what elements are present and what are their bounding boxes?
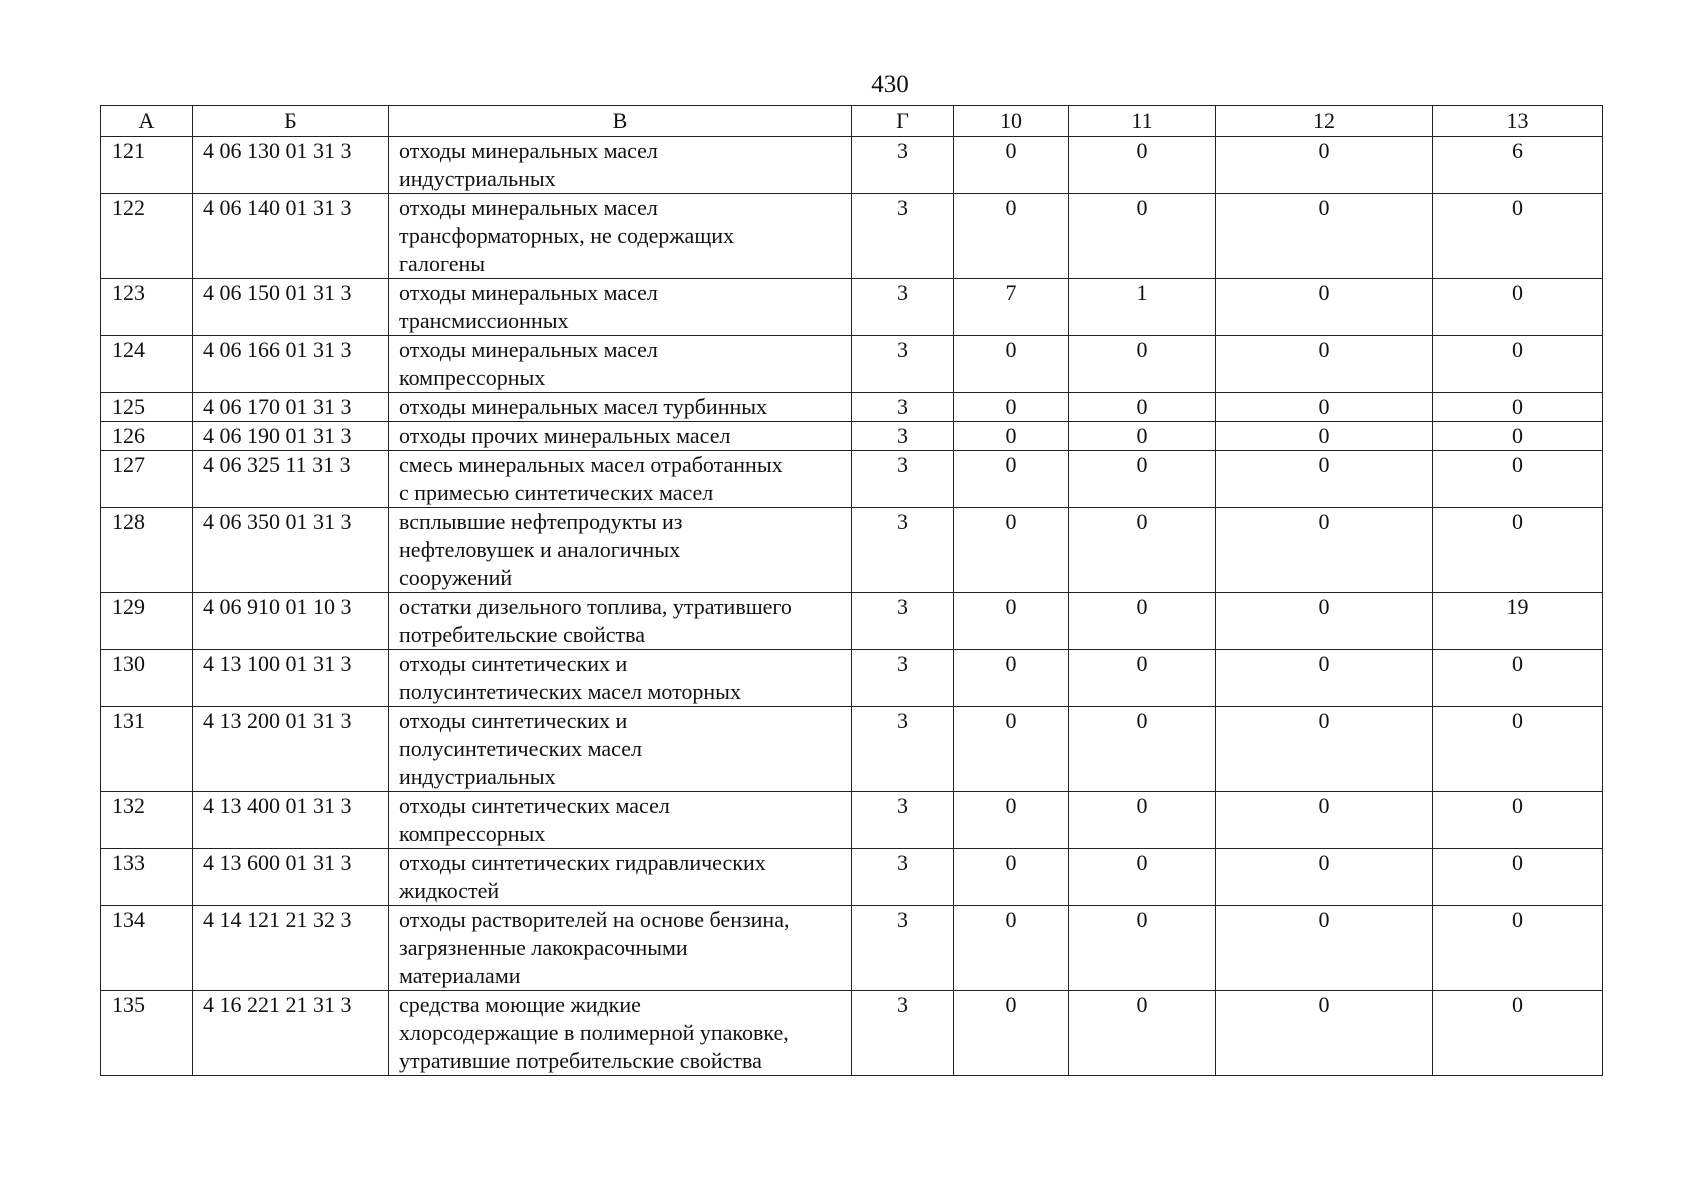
waste-name-line: индустриальных: [399, 166, 556, 191]
value-cell-13: 0: [1433, 707, 1603, 792]
page-number: 430: [871, 71, 909, 98]
waste-name-cell: [389, 422, 852, 451]
row-number-cell: 134: [101, 906, 193, 991]
table-header-row: [101, 106, 1603, 137]
header-cell-b: Б: [193, 106, 389, 137]
value-cell-11: 0: [1069, 336, 1216, 393]
table-row: [101, 991, 1603, 1076]
value-cell-12: 0: [1216, 707, 1433, 792]
row-number-cell: 133: [101, 849, 193, 906]
waste-name-line: материалами: [399, 963, 521, 988]
value-cell-11: 0: [1069, 906, 1216, 991]
waste-name-line: галогены: [399, 251, 486, 276]
waste-name-cell: [389, 593, 852, 650]
value-cell-11: 0: [1069, 194, 1216, 279]
waste-code-cell: 4 13 600 01 31 3: [193, 849, 389, 906]
waste-name-line: отходы растворителей на основе бензина,: [399, 907, 790, 932]
row-number-cell: 126: [101, 422, 193, 451]
waste-name-line: с примесью синтетических масел: [399, 480, 714, 505]
value-cell-11: 0: [1069, 393, 1216, 422]
waste-name-line: хлорсодержащие в полимерной упаковке,: [399, 1020, 789, 1045]
waste-name-line: трансформаторных, не содержащих: [399, 223, 735, 248]
waste-name-line: утратившие потребительские свойства: [399, 1048, 762, 1073]
value-cell-10: 0: [954, 792, 1069, 849]
row-number-cell: 130: [101, 650, 193, 707]
value-cell-12: 0: [1216, 422, 1433, 451]
value-cell-11: 0: [1069, 991, 1216, 1076]
waste-name-line: отходы прочих минеральных масел: [399, 423, 731, 448]
waste-name-line: отходы минеральных масел турбинных: [399, 394, 768, 419]
row-number-cell: 127: [101, 451, 193, 508]
waste-name-line: отходы минеральных масел: [399, 280, 658, 305]
table-row: [101, 422, 1603, 451]
value-cell-10: 0: [954, 137, 1069, 194]
waste-name-cell: [389, 991, 852, 1076]
waste-name-line: компрессорных: [399, 821, 546, 846]
value-cell-10: 0: [954, 422, 1069, 451]
hazard-class-cell: 3: [852, 593, 954, 650]
value-cell-12: 0: [1216, 194, 1433, 279]
value-cell-11: 0: [1069, 422, 1216, 451]
row-number-cell: 128: [101, 508, 193, 593]
value-cell-13: 0: [1433, 279, 1603, 336]
value-cell-12: 0: [1216, 279, 1433, 336]
waste-name-line: отходы синтетических и: [399, 651, 628, 676]
value-cell-13: 0: [1433, 991, 1603, 1076]
value-cell-10: 0: [954, 508, 1069, 593]
waste-name-line: сооружений: [399, 565, 513, 590]
hazard-class-cell: 3: [852, 991, 954, 1076]
table-row: [101, 849, 1603, 906]
waste-name-line: смесь минеральных масел отработанных: [399, 452, 783, 477]
value-cell-13: 0: [1433, 336, 1603, 393]
hazard-class-cell: 3: [852, 137, 954, 194]
hazard-class-cell: 3: [852, 849, 954, 906]
waste-name-cell: [389, 650, 852, 707]
value-cell-10: 0: [954, 451, 1069, 508]
waste-table: [100, 105, 1603, 1076]
header-cell-10: 10: [954, 106, 1069, 137]
waste-name-line: отходы синтетических масел: [399, 793, 670, 818]
waste-code-cell: 4 06 166 01 31 3: [193, 336, 389, 393]
row-number-cell: 131: [101, 707, 193, 792]
value-cell-11: 0: [1069, 849, 1216, 906]
value-cell-11: 0: [1069, 593, 1216, 650]
waste-name-cell: [389, 707, 852, 792]
waste-name-line: отходы минеральных масел: [399, 195, 658, 220]
hazard-class-cell: 3: [852, 336, 954, 393]
row-number-cell: 124: [101, 336, 193, 393]
waste-code-cell: 4 06 325 11 31 3: [193, 451, 389, 508]
waste-name-line: полусинтетических масел моторных: [399, 679, 741, 704]
waste-name-line: отходы минеральных масел: [399, 138, 658, 163]
value-cell-12: 0: [1216, 451, 1433, 508]
waste-name-cell: [389, 393, 852, 422]
hazard-class-cell: 3: [852, 279, 954, 336]
value-cell-10: 0: [954, 194, 1069, 279]
value-cell-10: 7: [954, 279, 1069, 336]
table-row: [101, 906, 1603, 991]
waste-code-cell: 4 06 170 01 31 3: [193, 393, 389, 422]
value-cell-10: 0: [954, 849, 1069, 906]
value-cell-11: 0: [1069, 707, 1216, 792]
waste-name-line: загрязненные лакокрасочными: [399, 935, 688, 960]
table-row: [101, 194, 1603, 279]
table-row: [101, 137, 1603, 194]
waste-code-cell: 4 13 200 01 31 3: [193, 707, 389, 792]
waste-name-line: средства моющие жидкие: [399, 992, 641, 1017]
hazard-class-cell: 3: [852, 422, 954, 451]
waste-name-line: потребительские свойства: [399, 622, 645, 647]
waste-name-cell: [389, 137, 852, 194]
waste-name-line: отходы минеральных масел: [399, 337, 658, 362]
table-row: [101, 650, 1603, 707]
waste-name-line: жидкостей: [399, 878, 500, 903]
row-number-cell: 129: [101, 593, 193, 650]
waste-name-line: отходы синтетических гидравлических: [399, 850, 766, 875]
header-cell-g: Г: [852, 106, 954, 137]
waste-name-cell: [389, 451, 852, 508]
value-cell-11: 0: [1069, 451, 1216, 508]
waste-code-cell: 4 06 140 01 31 3: [193, 194, 389, 279]
value-cell-10: 0: [954, 707, 1069, 792]
waste-name-line: трансмиссионных: [399, 308, 569, 333]
header-cell-a: А: [101, 106, 193, 137]
waste-name-cell: [389, 336, 852, 393]
value-cell-13: 19: [1433, 593, 1603, 650]
value-cell-11: 0: [1069, 137, 1216, 194]
hazard-class-cell: 3: [852, 650, 954, 707]
value-cell-12: 0: [1216, 336, 1433, 393]
value-cell-11: 0: [1069, 508, 1216, 593]
value-cell-13: 0: [1433, 792, 1603, 849]
value-cell-13: 0: [1433, 451, 1603, 508]
value-cell-12: 0: [1216, 508, 1433, 593]
header-cell-12: 12: [1216, 106, 1433, 137]
waste-code-cell: 4 06 350 01 31 3: [193, 508, 389, 593]
table-row: [101, 279, 1603, 336]
value-cell-12: 0: [1216, 792, 1433, 849]
table-row: [101, 593, 1603, 650]
value-cell-10: 0: [954, 906, 1069, 991]
table-body: [101, 106, 1603, 1076]
hazard-class-cell: 3: [852, 792, 954, 849]
waste-code-cell: 4 06 190 01 31 3: [193, 422, 389, 451]
hazard-class-cell: 3: [852, 194, 954, 279]
header-cell-11: 11: [1069, 106, 1216, 137]
waste-name-line: отходы синтетических и: [399, 708, 628, 733]
value-cell-11: 0: [1069, 792, 1216, 849]
row-number-cell: 125: [101, 393, 193, 422]
value-cell-13: 0: [1433, 849, 1603, 906]
value-cell-13: 0: [1433, 650, 1603, 707]
row-number-cell: 135: [101, 991, 193, 1076]
value-cell-11: 1: [1069, 279, 1216, 336]
table-row: [101, 336, 1603, 393]
value-cell-10: 0: [954, 393, 1069, 422]
table-row: [101, 451, 1603, 508]
waste-code-cell: 4 06 150 01 31 3: [193, 279, 389, 336]
value-cell-12: 0: [1216, 849, 1433, 906]
waste-name-cell: [389, 194, 852, 279]
header-cell-v: В: [389, 106, 852, 137]
waste-name-line: полусинтетических масел: [399, 736, 642, 761]
waste-name-cell: [389, 792, 852, 849]
value-cell-13: 6: [1433, 137, 1603, 194]
waste-name-line: компрессорных: [399, 365, 546, 390]
waste-code-cell: 4 16 221 21 31 3: [193, 991, 389, 1076]
value-cell-11: 0: [1069, 650, 1216, 707]
hazard-class-cell: 3: [852, 508, 954, 593]
waste-name-cell: [389, 906, 852, 991]
row-number-cell: 122: [101, 194, 193, 279]
waste-name-line: индустриальных: [399, 764, 556, 789]
value-cell-13: 0: [1433, 422, 1603, 451]
value-cell-12: 0: [1216, 137, 1433, 194]
value-cell-13: 0: [1433, 194, 1603, 279]
row-number-cell: 121: [101, 137, 193, 194]
value-cell-10: 0: [954, 991, 1069, 1076]
hazard-class-cell: 3: [852, 707, 954, 792]
value-cell-13: 0: [1433, 393, 1603, 422]
table-row: [101, 792, 1603, 849]
waste-code-cell: 4 06 910 01 10 3: [193, 593, 389, 650]
waste-code-cell: 4 13 400 01 31 3: [193, 792, 389, 849]
value-cell-10: 0: [954, 650, 1069, 707]
waste-name-line: нефтеловушек и аналогичных: [399, 537, 681, 562]
value-cell-13: 0: [1433, 508, 1603, 593]
value-cell-12: 0: [1216, 906, 1433, 991]
header-cell-13: 13: [1433, 106, 1603, 137]
waste-name-cell: [389, 508, 852, 593]
value-cell-12: 0: [1216, 393, 1433, 422]
table-row: [101, 393, 1603, 422]
hazard-class-cell: 3: [852, 393, 954, 422]
waste-name-line: всплывшие нефтепродукты из: [399, 509, 683, 534]
value-cell-12: 0: [1216, 593, 1433, 650]
waste-code-cell: 4 06 130 01 31 3: [193, 137, 389, 194]
hazard-class-cell: 3: [852, 451, 954, 508]
value-cell-12: 0: [1216, 650, 1433, 707]
waste-code-cell: 4 13 100 01 31 3: [193, 650, 389, 707]
table-row: [101, 508, 1603, 593]
value-cell-12: 0: [1216, 991, 1433, 1076]
waste-name-line: остатки дизельного топлива, утратившего: [399, 594, 792, 619]
value-cell-10: 0: [954, 336, 1069, 393]
hazard-class-cell: 3: [852, 906, 954, 991]
waste-name-cell: [389, 279, 852, 336]
value-cell-10: 0: [954, 593, 1069, 650]
waste-code-cell: 4 14 121 21 32 3: [193, 906, 389, 991]
value-cell-13: 0: [1433, 906, 1603, 991]
table-row: [101, 707, 1603, 792]
row-number-cell: 132: [101, 792, 193, 849]
waste-name-cell: [389, 849, 852, 906]
row-number-cell: 123: [101, 279, 193, 336]
